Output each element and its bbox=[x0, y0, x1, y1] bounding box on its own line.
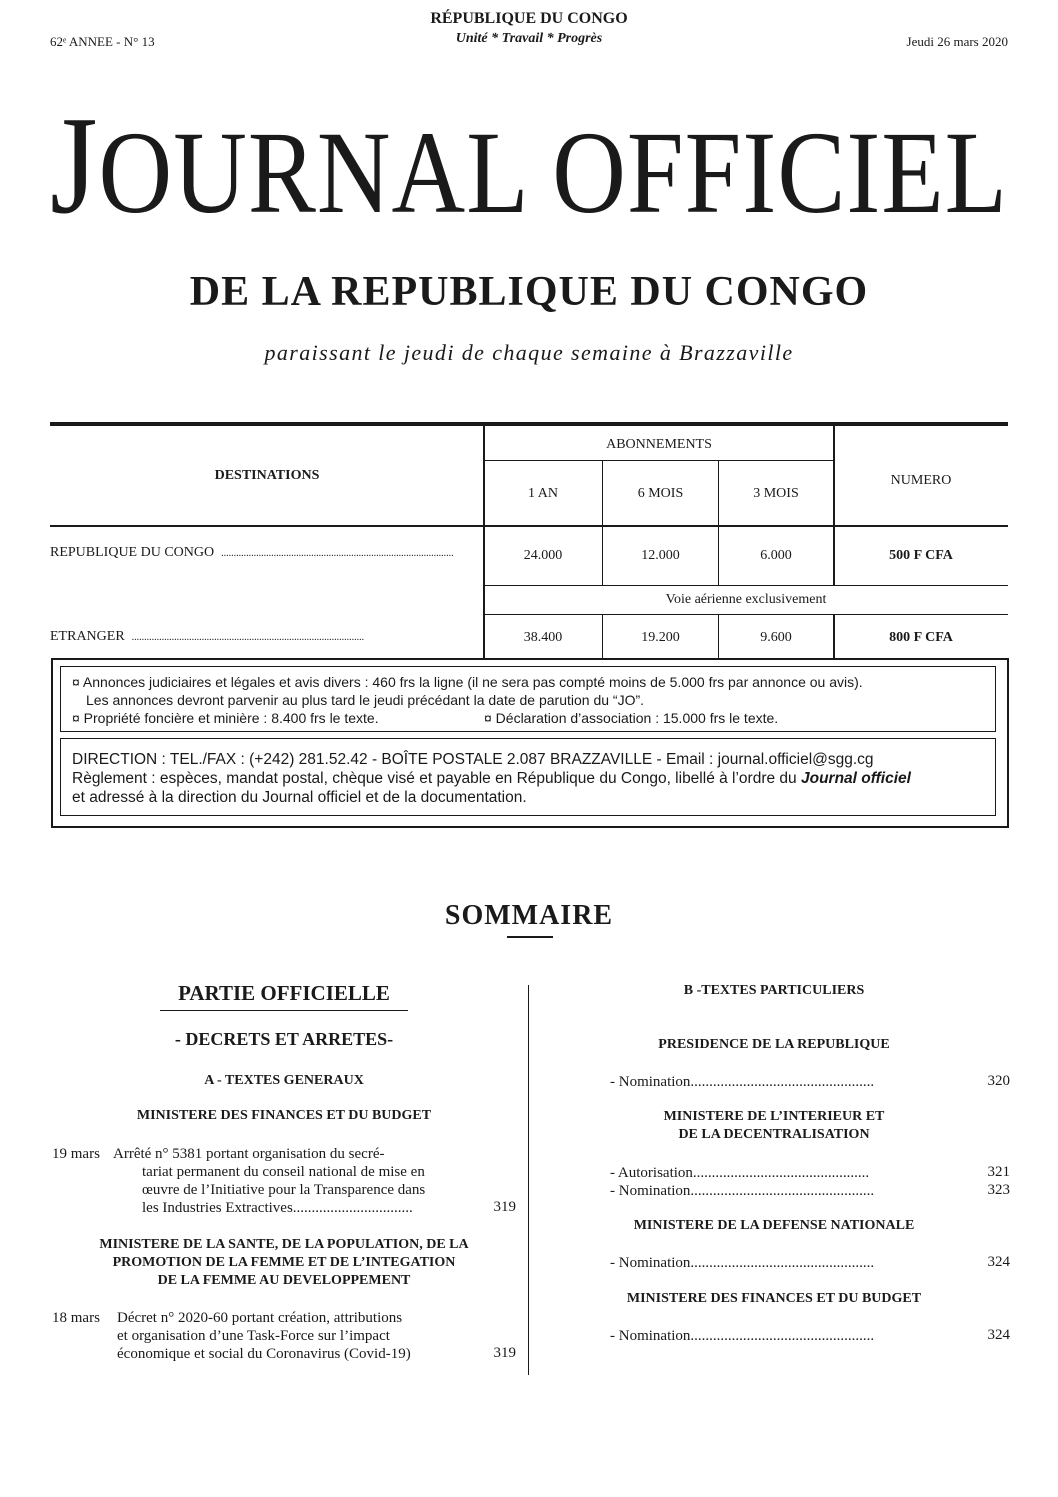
issue-date: Jeudi 26 mars 2020 bbox=[906, 34, 1008, 49]
abonnements-header: ABONNEMENTS bbox=[606, 437, 712, 452]
entry-page: 319 bbox=[493, 1199, 516, 1215]
entry-line: économique et social du Coronavirus (Covid-19) bbox=[117, 1346, 411, 1362]
title-initial: J bbox=[50, 87, 99, 244]
journal-subtitle: DE LA REPUBLIQUE DU CONGO bbox=[189, 269, 869, 315]
presidence: PRESIDENCE DE LA REPUBLIQUE bbox=[658, 1037, 890, 1052]
notice-propriete: ¤ Propriété foncière et minière : 8.400 frs le texte. bbox=[72, 710, 379, 726]
min-interieur: MINISTERE DE L’INTERIEUR ET DE LA DECENTRALISATION bbox=[663, 1109, 885, 1142]
destinations-header: DESTINATIONS bbox=[214, 468, 320, 483]
journal-officiel-emphasis: Journal officiel bbox=[800, 770, 911, 787]
entry-line: - Nomination................................................. bbox=[610, 1183, 875, 1199]
abonnements-rule bbox=[484, 460, 834, 461]
entry-line: œuvre de l’Initiative pour la Transparence dans bbox=[142, 1182, 426, 1198]
entry-page: 324 bbox=[987, 1254, 1010, 1270]
entry-line: - Nomination................................................. bbox=[610, 1074, 875, 1090]
entry-page: 323 bbox=[987, 1182, 1010, 1198]
notice-association: ¤ Déclaration d’association : 15.000 frs le texte. bbox=[484, 710, 779, 726]
price-congo-3mois: 6.000 bbox=[760, 548, 792, 563]
partie-officielle: PARTIE OFFICIELLE bbox=[178, 981, 390, 1005]
direction-reglement: Règlement : espèces, mandat postal, chèque visé et payable en République du Congo, libellé à l’ordre du Journal officiel bbox=[72, 770, 911, 787]
entry-line: et organisation d’une Task-Force sur l’impact bbox=[117, 1328, 390, 1344]
min-finances-right: MINISTERE DES FINANCES ET DU BUDGET bbox=[626, 1291, 922, 1306]
title-rest: OURNAL OFFICIEL bbox=[98, 108, 1008, 239]
col-rule bbox=[483, 426, 485, 658]
col-6mois: 6 MOIS bbox=[637, 486, 684, 501]
sommaire-underline bbox=[507, 936, 553, 938]
numero-congo: 500 F CFA bbox=[889, 548, 953, 563]
air-rule-top bbox=[484, 585, 1008, 586]
entry-line: Décret n° 2020-60 portant création, attributions bbox=[117, 1310, 403, 1326]
price-congo-6mois: 12.000 bbox=[641, 548, 680, 563]
price-etranger-1an: 38.400 bbox=[523, 630, 563, 645]
direction-contact: DIRECTION : TEL./FAX : (+242) 281.52.42 - BOÎTE POSTALE 2.087 BRAZZAVILLE - Email : journal.officiel@sgg.cg bbox=[72, 751, 874, 768]
min-sante: MINISTERE DE LA SANTE, DE LA POPULATION, DE LA PROMOTION DE LA FEMME ET DE L’INTEGATION DE LA FEMME AU DEVELOPPEMENT bbox=[99, 1237, 469, 1288]
entry-date: 19 mars bbox=[52, 1146, 100, 1162]
entry-line: les Industries Extractives................................ bbox=[142, 1200, 413, 1216]
entry-line: - Nomination................................................. bbox=[610, 1328, 875, 1344]
partie-underline bbox=[160, 1010, 408, 1011]
numero-etranger: 800 F CFA bbox=[889, 630, 953, 645]
republic-name: RÉPUBLIQUE DU CONGO bbox=[430, 10, 628, 27]
notice-annonces: ¤ Annonces judiciaires et légales et avis divers : 460 frs la ligne (il ne sera pas compté moins de 5.000 frs par annonce ou avis). bbox=[72, 674, 863, 690]
col-1an: 1 AN bbox=[528, 486, 558, 501]
entry-page: 321 bbox=[987, 1164, 1010, 1180]
journal-title bbox=[0, 87, 1058, 244]
air-rule-bottom bbox=[484, 614, 1008, 615]
entry-line: Arrêté n° 5381 portant organisation du secré- bbox=[113, 1146, 385, 1162]
row-label-etranger: ETRANGER ............................................................................................. bbox=[50, 629, 365, 644]
entry-line: - Autorisation............................................... bbox=[610, 1165, 870, 1181]
entry-line: tariat permanent du conseil national de mise en bbox=[142, 1164, 425, 1180]
entry-page: 319 bbox=[493, 1345, 516, 1361]
journal-tagline: paraissant le jeudi de chaque semaine à Brazzaville bbox=[264, 340, 794, 365]
price-etranger-3mois: 9.600 bbox=[760, 630, 792, 645]
col-3mois: 3 MOIS bbox=[753, 486, 799, 501]
textes-particuliers: B -TEXTES PARTICULIERS bbox=[683, 983, 865, 998]
direction-adresse: et adressé à la direction du Journal officiel et de la documentation. bbox=[72, 789, 527, 806]
notice-delai: Les annonces devront parvenir au plus tard le jeudi précédant la date de parution du “JO”. bbox=[86, 692, 645, 708]
column-divider bbox=[528, 985, 529, 1375]
sommaire-title: SOMMAIRE bbox=[444, 900, 614, 931]
textes-generaux: A - TEXTES GENERAUX bbox=[204, 1073, 364, 1088]
entry-line: - Nomination................................................. bbox=[610, 1255, 875, 1271]
national-motto: Unité * Travail * Progrès bbox=[455, 31, 603, 46]
entry-date: 18 mars bbox=[52, 1310, 100, 1326]
issue-number: 62ᵉ ANNEE - N° 13 bbox=[50, 34, 155, 49]
row-label-congo: REPUBLIQUE DU CONGO ............................................................................................. bbox=[50, 545, 454, 560]
min-finances-left: MINISTERE DES FINANCES ET DU BUDGET bbox=[136, 1108, 432, 1123]
price-etranger-6mois: 19.200 bbox=[641, 630, 680, 645]
min-defense: MINISTERE DE LA DEFENSE NATIONALE bbox=[633, 1218, 915, 1233]
table-top-rule bbox=[50, 422, 1008, 426]
entry-page: 320 bbox=[987, 1073, 1010, 1089]
numero-header: NUMERO bbox=[890, 473, 952, 488]
air-note: Voie aérienne exclusivement bbox=[665, 592, 827, 607]
decrets-arretes: - DECRETS ET ARRETES- bbox=[174, 1029, 394, 1049]
entry-page: 324 bbox=[987, 1327, 1010, 1343]
table-header-rule bbox=[50, 525, 1008, 527]
price-congo-1an: 24.000 bbox=[523, 548, 563, 563]
